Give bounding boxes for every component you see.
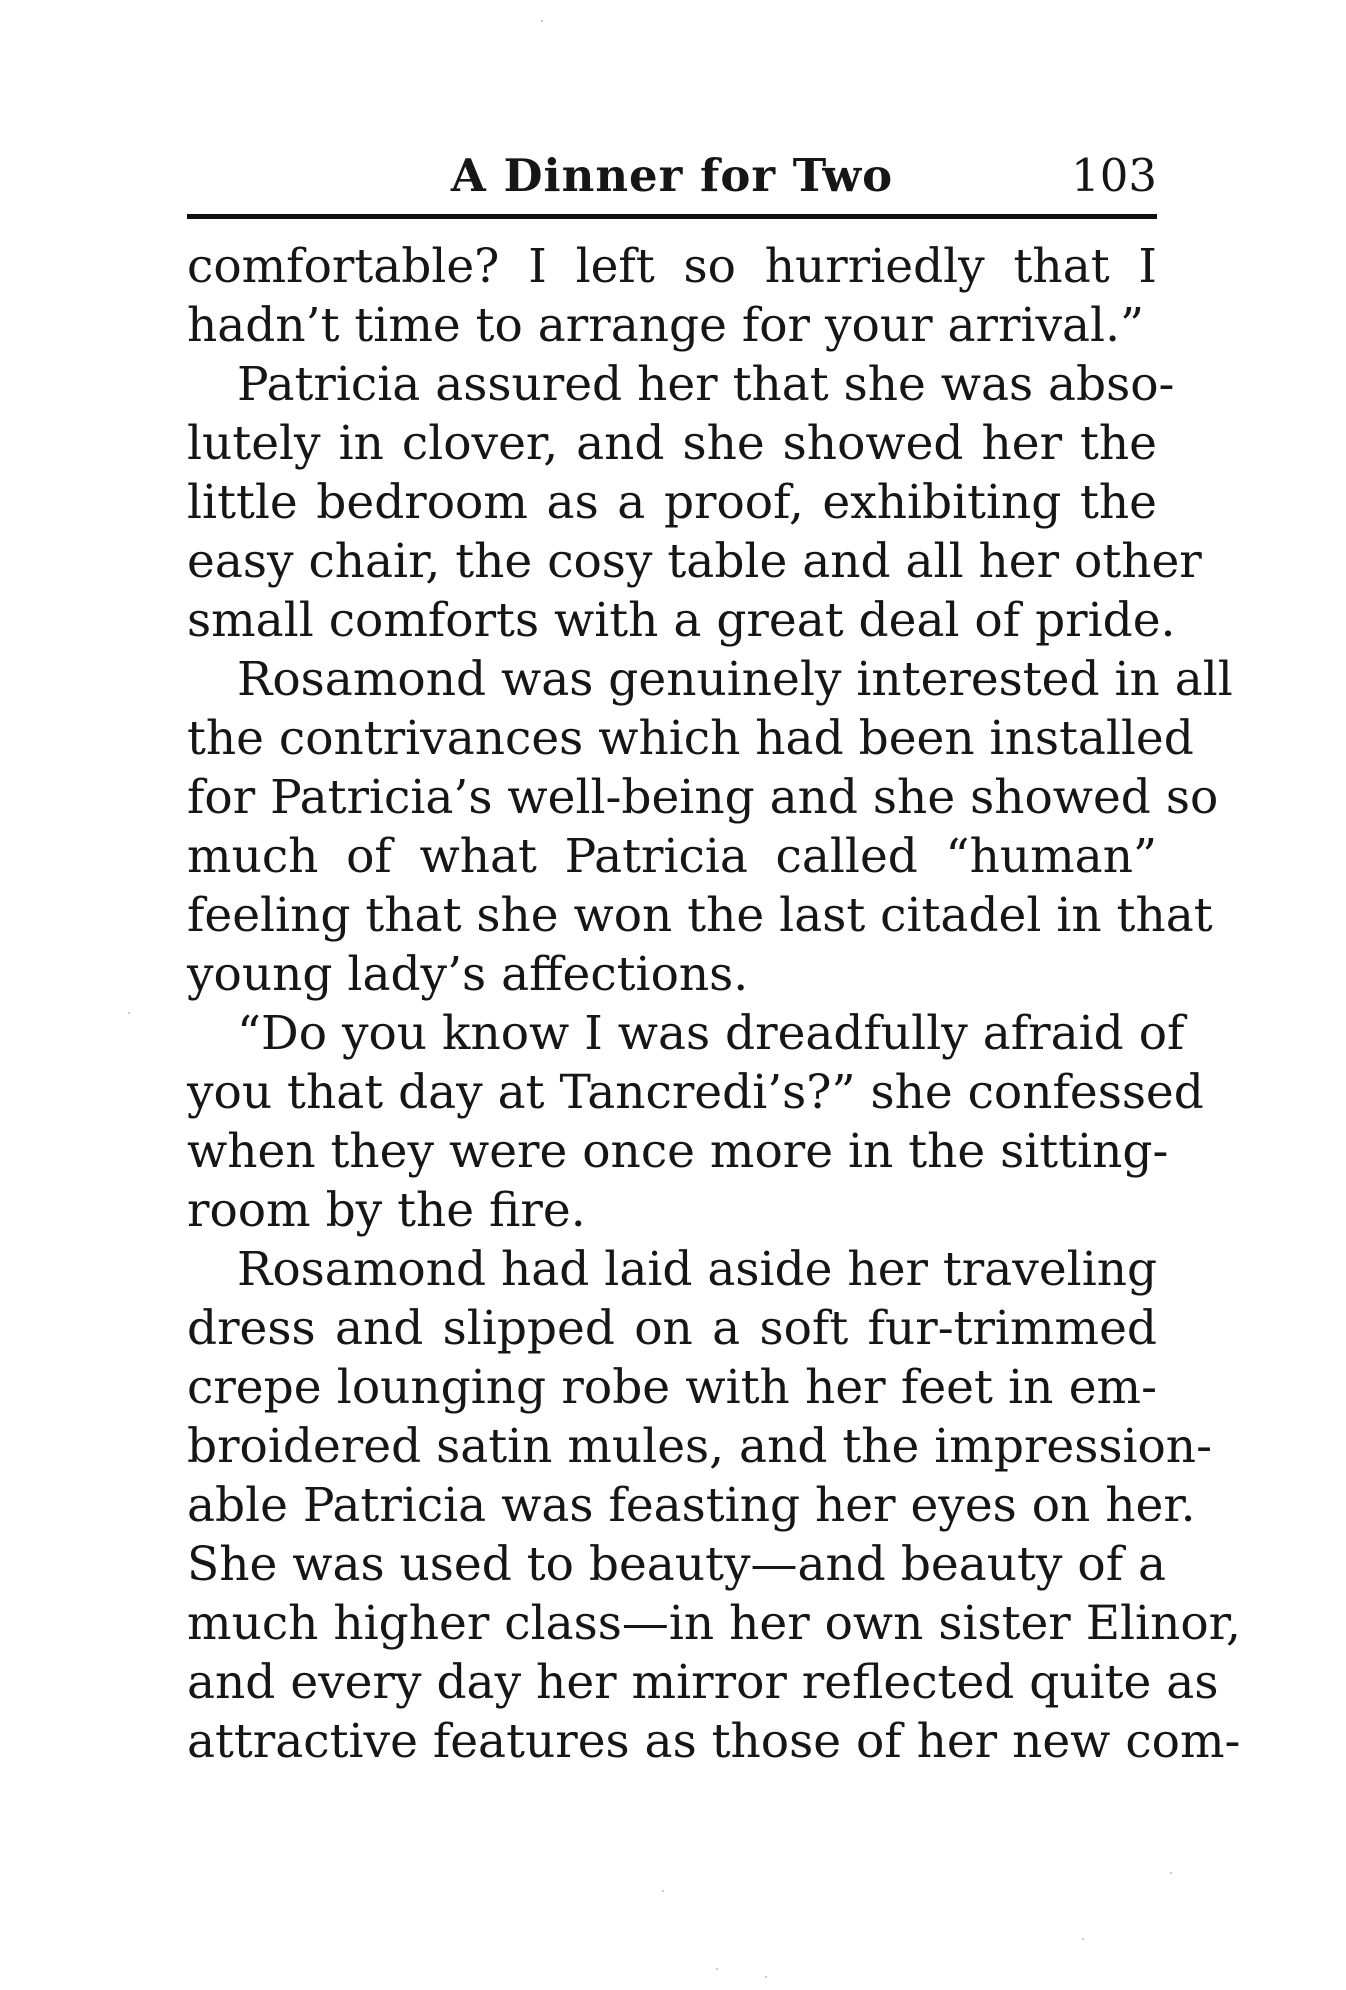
- text-line: “Do you know I was dreadfully afraid of: [237, 1006, 1185, 1061]
- text-line: attractive features as those of her new com-: [187, 1714, 1241, 1769]
- text-line: young lady’s affections.: [187, 947, 749, 1002]
- text-line: little bedroom as a proof, exhibiting the: [187, 475, 1157, 530]
- running-title: A Dinner for Two: [450, 149, 894, 202]
- text-line: hadn’t time to arrange for your arrival.”: [187, 298, 1145, 353]
- page-number: 103: [1071, 149, 1157, 202]
- text-line: small comforts with a great deal of pride.: [187, 593, 1176, 648]
- text-line: the contrivances which had been installed: [187, 711, 1194, 766]
- text-line: and every day her mirror reflected quite as: [187, 1655, 1219, 1710]
- text-line: for Patricia’s well-being and she showed so: [187, 770, 1219, 825]
- text-line: when they were once more in the sitting-: [187, 1124, 1169, 1179]
- text-line: Rosamond was genuinely interested in all: [237, 652, 1233, 707]
- text-line: much of what Patricia called “human”: [187, 829, 1157, 884]
- text-line: you that day at Tancredi’s?” she confessed: [187, 1065, 1204, 1120]
- text-line: able Patricia was feasting her eyes on her.: [187, 1478, 1196, 1533]
- body-text: [187, 237, 1241, 1771]
- page-header: [187, 148, 1157, 208]
- text-line: easy chair, the cosy table and all her other: [187, 534, 1202, 589]
- text-line: room by the fire.: [187, 1183, 586, 1238]
- text-line: lutely in clover, and she showed her the: [187, 416, 1157, 471]
- text-line: feeling that she won the last citadel in that: [187, 888, 1213, 943]
- text-line: comfortable? I left so hurriedly that I: [187, 239, 1157, 294]
- text-line: crepe lounging robe with her feet in em-: [187, 1360, 1157, 1415]
- text-line: She was used to beauty—and beauty of a: [187, 1537, 1167, 1592]
- text-line: Patricia assured her that she was abso-: [237, 357, 1175, 412]
- text-line: much higher class—in her own sister Elinor,: [187, 1596, 1241, 1651]
- header-rule: [187, 214, 1157, 219]
- text-line: Rosamond had laid aside her traveling: [237, 1242, 1158, 1297]
- text-line: dress and slipped on a soft fur-trimmed: [187, 1301, 1157, 1356]
- text-line: broidered satin mules, and the impression-: [187, 1419, 1212, 1474]
